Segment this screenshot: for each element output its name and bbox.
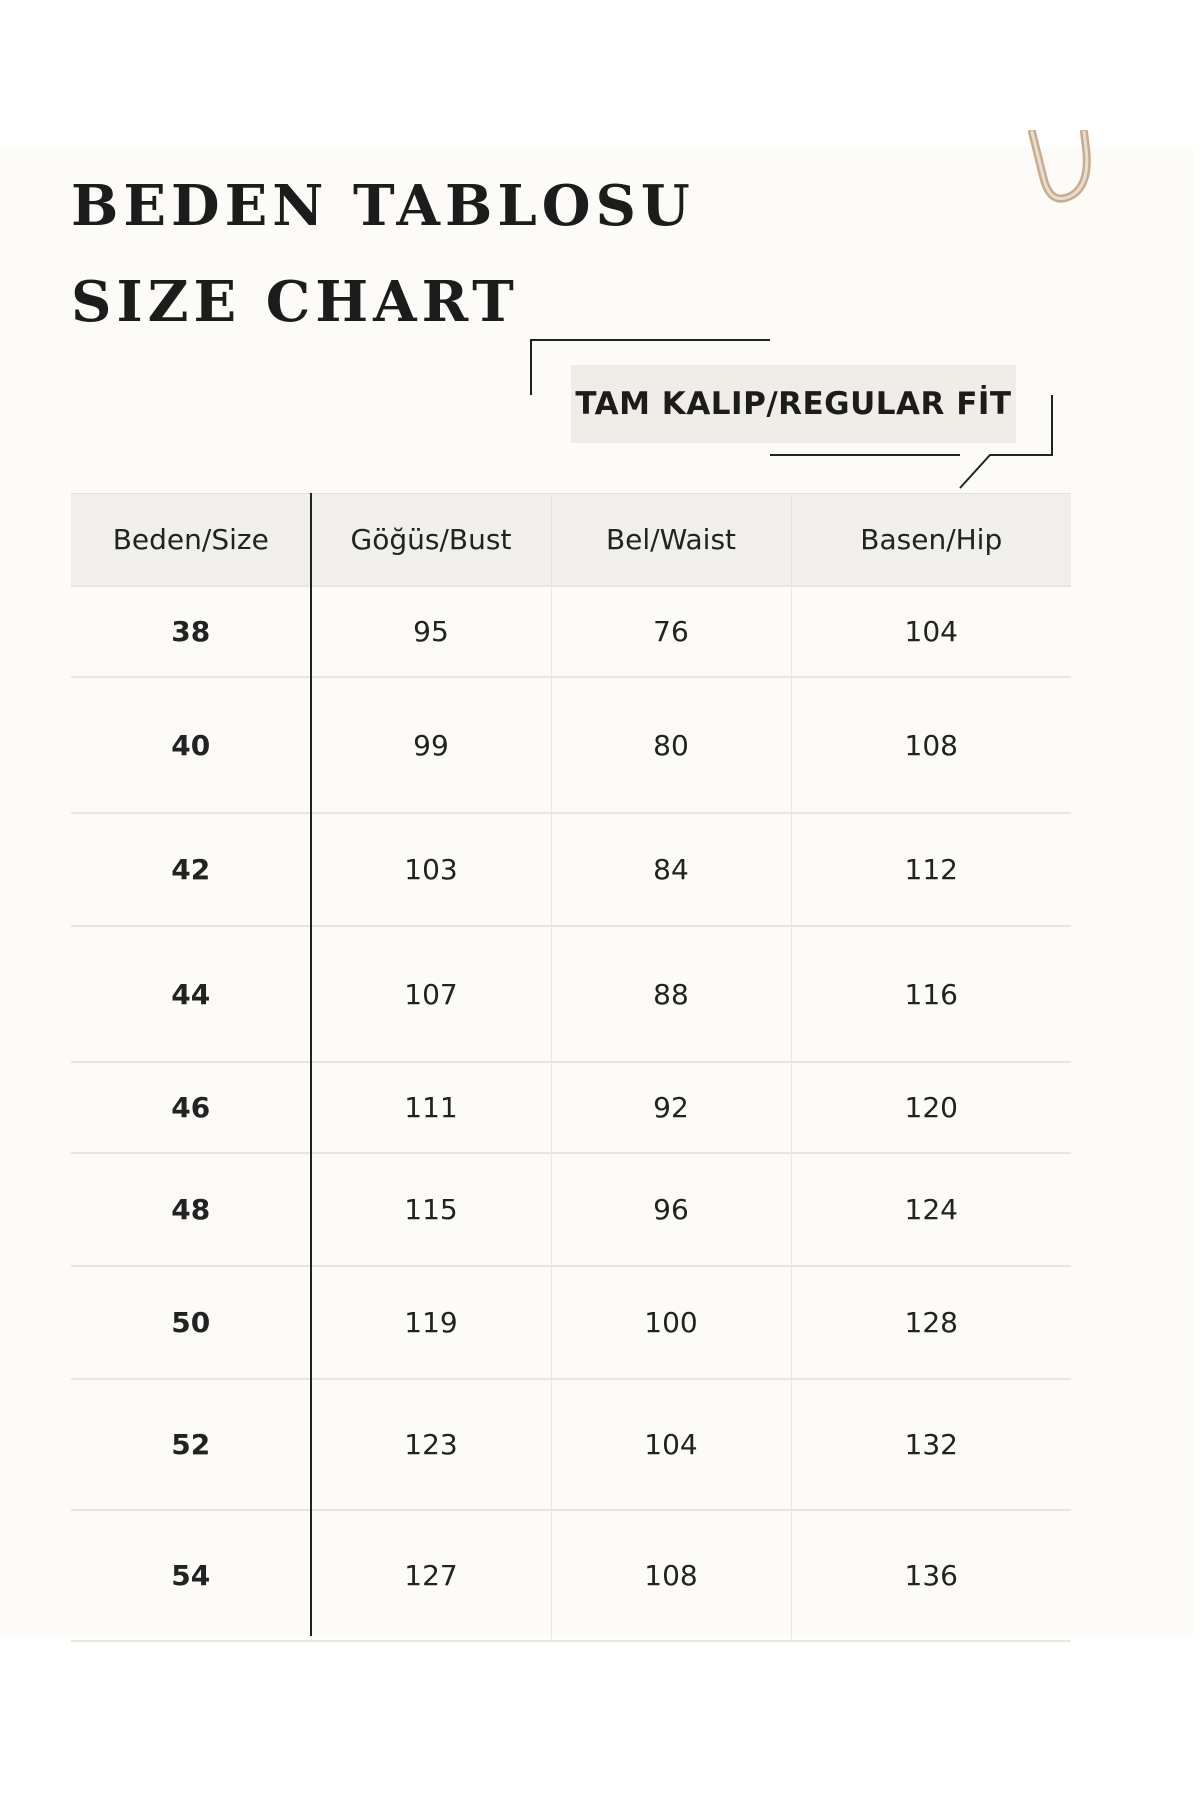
hanger-hook-icon: [1010, 130, 1100, 220]
table-row: [71, 1153, 1071, 1266]
table-row: [71, 1062, 1071, 1153]
hip-cell: 112: [791, 813, 1071, 926]
waist-cell: 76: [551, 586, 791, 677]
table-row: [71, 677, 1071, 813]
hip-cell: 108: [791, 677, 1071, 813]
bust-cell: 99: [311, 677, 551, 813]
size-cell: 42: [71, 813, 311, 926]
waist-cell: 96: [551, 1153, 791, 1266]
table-row: [71, 813, 1071, 926]
hip-cell: 124: [791, 1153, 1071, 1266]
table-row: [71, 1266, 1071, 1379]
size-cell: 38: [71, 586, 311, 677]
fit-label: TAM KALIP/REGULAR FİT: [575, 386, 1012, 422]
title-english: SIZE CHART: [71, 269, 519, 335]
fit-badge: [571, 365, 1016, 443]
bust-cell: 95: [311, 586, 551, 677]
bust-cell: 103: [311, 813, 551, 926]
header-bust: Göğüs/Bust: [311, 494, 551, 587]
table-row: [71, 1510, 1071, 1641]
waist-cell: 108: [551, 1510, 791, 1641]
size-cell: 40: [71, 677, 311, 813]
header-hip: Basen/Hip: [791, 494, 1071, 587]
size-cell: 52: [71, 1379, 311, 1510]
size-cell: 54: [71, 1510, 311, 1641]
hip-cell: 136: [791, 1510, 1071, 1641]
size-cell: 46: [71, 1062, 311, 1153]
waist-cell: 80: [551, 677, 791, 813]
waist-cell: 92: [551, 1062, 791, 1153]
size-cell: 48: [71, 1153, 311, 1266]
waist-cell: 100: [551, 1266, 791, 1379]
waist-cell: 104: [551, 1379, 791, 1510]
waist-cell: 84: [551, 813, 791, 926]
table-row: [71, 586, 1071, 677]
bust-cell: 111: [311, 1062, 551, 1153]
bust-cell: 127: [311, 1510, 551, 1641]
header-waist: Bel/Waist: [551, 494, 791, 587]
hip-cell: 120: [791, 1062, 1071, 1153]
table-row: [71, 1379, 1071, 1510]
hip-cell: 104: [791, 586, 1071, 677]
bust-cell: 107: [311, 926, 551, 1062]
title-turkish: BEDEN TABLOSU: [71, 173, 695, 239]
size-column-divider: [310, 493, 312, 1636]
table-header-row: [71, 494, 1071, 587]
header-size: Beden/Size: [71, 494, 311, 587]
hip-cell: 128: [791, 1266, 1071, 1379]
bust-cell: 123: [311, 1379, 551, 1510]
bust-cell: 115: [311, 1153, 551, 1266]
hip-cell: 132: [791, 1379, 1071, 1510]
bust-cell: 119: [311, 1266, 551, 1379]
waist-cell: 88: [551, 926, 791, 1062]
hip-cell: 116: [791, 926, 1071, 1062]
size-cell: 44: [71, 926, 311, 1062]
table-row: [71, 926, 1071, 1062]
size-cell: 50: [71, 1266, 311, 1379]
size-table: [71, 493, 1071, 1642]
